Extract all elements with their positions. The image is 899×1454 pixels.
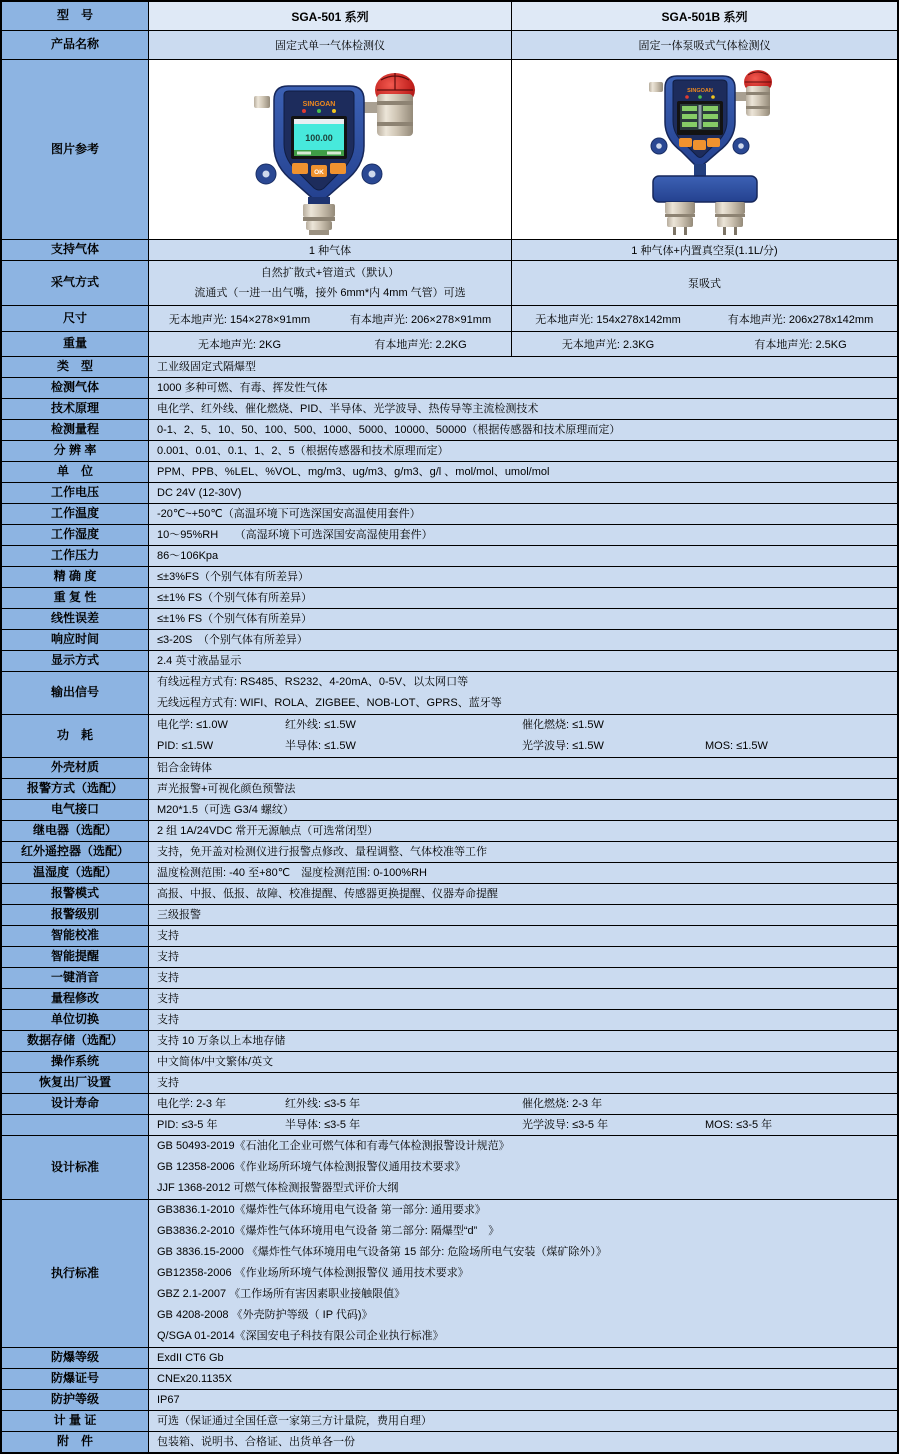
device-logo-text: SINGOAN [302, 100, 336, 108]
row-label-smart-calibration: 智能校准 [2, 926, 149, 946]
cell-sampling-method-col2: 泵吸式 [511, 261, 897, 305]
spec-row-dimensions [2, 306, 897, 332]
row-values-accuracy [149, 567, 897, 587]
row-label-response-time: 响应时间 [2, 630, 149, 650]
spec-row-output-signal [2, 672, 897, 715]
row-values-metrology-cert [149, 1411, 897, 1431]
spec-row-metrology-cert [2, 1411, 897, 1432]
spec-row-operating-system [2, 1052, 897, 1073]
pump-base [653, 176, 757, 202]
sensor-top [665, 202, 695, 214]
cell-executive-standards-line-5: GB 4208-2008 《外壳防护等级（ IP 代码)》 [157, 1309, 373, 1321]
row-label-factory-reset: 恢复出厂设置 [2, 1073, 149, 1093]
row-label-alarm-method: 报警方式（选配） [2, 779, 149, 799]
spec-row-one-key-mute [2, 968, 897, 989]
right-button [707, 138, 720, 147]
row-label-relay: 继电器（选配） [2, 821, 149, 841]
cell-dimensions-3: 有本地声光: 206x278x142mm [727, 313, 874, 326]
lcd-cell [703, 106, 718, 111]
spec-row-range-modification [2, 989, 897, 1010]
row-values-operating-system [149, 1052, 897, 1072]
spec-row-working-humidity [2, 525, 897, 546]
row-label-explosion-proof-cert: 防爆证号 [2, 1369, 149, 1389]
row-values-display [149, 651, 897, 671]
cell-dimensions-2: 无本地声光: 154x278x142mm [511, 306, 704, 331]
cell-design-life-1-item-0: 电化学: 2-3 年 [157, 1098, 227, 1110]
cell-design-life-2-item-0: PID: ≤3-5 年 [157, 1119, 218, 1131]
cell-repeatability: ≤±1% FS（个别气体有所差异） [157, 592, 313, 604]
row-values-units [149, 462, 897, 482]
spec-row-response-time [2, 630, 897, 651]
spec-row-factory-reset [2, 1073, 897, 1094]
row-values-range-modification [149, 989, 897, 1009]
lcd-softkey-label [327, 151, 341, 154]
cell-sampling-method-col1-line-1: 流通式（一进一出气嘴，接外 6mm*内 4mm 气管）可选 [194, 287, 466, 300]
cell-output-signal-line-0: 有线远程方式有: RS485、RS232、4-20mA、0-5V、以太网口等 [157, 676, 469, 688]
cell-one-key-mute: 支持 [157, 972, 179, 984]
row-values-ir-remote [149, 842, 897, 862]
spec-row-explosion-proof-cert [2, 1369, 897, 1390]
led-red [302, 109, 306, 113]
row-values-response-time [149, 630, 897, 650]
row-label-unit-switching: 单位切换 [2, 1010, 149, 1030]
row-label-housing-material: 外壳材质 [2, 758, 149, 778]
spec-row-executive-standards [2, 1200, 897, 1348]
beacon-base [377, 94, 413, 136]
row-values-technology [149, 399, 897, 419]
cell-dimensions-0: 无本地声光: 154×278×91mm [168, 313, 311, 326]
row-label-weight: 重量 [2, 332, 149, 356]
spec-row-display [2, 651, 897, 672]
led-red [685, 95, 689, 99]
row-label-alarm-levels: 报警级别 [2, 905, 149, 925]
left-device-image [232, 64, 428, 236]
row-values-one-key-mute [149, 968, 897, 988]
spec-row-smart-calibration [2, 926, 897, 947]
spec-row-housing-material [2, 758, 897, 779]
row-values-power-consumption [149, 715, 897, 757]
lcd-divider [698, 105, 701, 129]
sensor-cylinder [303, 197, 335, 235]
sensor-cylinder [665, 202, 695, 235]
spec-row-accuracy [2, 567, 897, 588]
sensor-mid [667, 217, 693, 227]
row-values-measuring-range [149, 420, 897, 440]
row-values-alarm-method [149, 779, 897, 799]
conduit-entry [254, 96, 270, 108]
sensor-mid [306, 221, 332, 230]
left-button [679, 138, 692, 147]
alarm-beacon-icon [731, 70, 772, 116]
row-label-working-voltage: 工作电压 [2, 483, 149, 503]
spec-row-type [2, 357, 897, 378]
cell-power-consumption-item-1-2: 光学波导: ≤1.5W [522, 740, 604, 752]
cell-protection-grade: IP67 [157, 1394, 180, 1406]
spec-row-resolution [2, 441, 897, 462]
spec-row-relay [2, 821, 897, 842]
cell-design-life-2-item-2: 光学波导: ≤3-5 年 [522, 1119, 609, 1131]
cell-working-humidity: 10～95%RH （高湿环境下可选深国安高湿使用套件） [157, 529, 433, 541]
cell-housing-material: 铝合金铸体 [157, 762, 212, 774]
row-label-alarm-modes: 报警模式 [2, 884, 149, 904]
spec-row-accessories [2, 1432, 897, 1452]
mounting-hole [263, 170, 270, 177]
row-label-power-consumption: 功 耗 [2, 715, 149, 757]
row-label-technology: 技术原理 [2, 399, 149, 419]
image-cell-left [149, 60, 511, 239]
row-label-metrology-cert: 计 量 证 [2, 1411, 149, 1431]
row-label-sampling-method: 采气方式 [2, 261, 149, 305]
row-label-type: 类 型 [2, 357, 149, 377]
cell-executive-standards-line-0: GB3836.1-2010《爆炸性气体环境用电气设备 第一部分: 通用要求》 [157, 1204, 486, 1216]
sensor-band [665, 214, 695, 217]
row-values-repeatability [149, 588, 897, 608]
row-label-product-name: 产品名称 [2, 31, 149, 59]
row-values-electrical-interface [149, 800, 897, 820]
cell-units: PPM、PPB、%LEL、%VOL、mg/m3、ug/m3、g/m3、g/l 、mol/mol、umol/mol [157, 466, 550, 478]
row-values-dimensions [149, 306, 897, 331]
row-values-housing-material [149, 758, 897, 778]
row-label-range-modification: 量程修改 [2, 989, 149, 1009]
spec-row-ir-remote [2, 842, 897, 863]
beacon-band [746, 106, 770, 109]
cell-linearity-error: ≤±1% FS（个别气体有所差异） [157, 613, 313, 625]
row-label-working-pressure: 工作压力 [2, 546, 149, 566]
row-label-data-storage: 数据存储（选配） [2, 1031, 149, 1051]
cell-working-voltage: DC 24V (12-30V) [157, 487, 242, 499]
cell-design-life-2 [157, 1115, 897, 1135]
cell-weight-0: 无本地声光: 2KG [197, 339, 282, 351]
cell-type: 工业级固定式隔爆型 [157, 361, 256, 373]
cell-product-name-col1: 固定式单一气体检测仪 [275, 40, 385, 52]
spec-row-image-reference [2, 60, 897, 240]
row-values-alarm-modes [149, 884, 897, 904]
spec-row-working-voltage [2, 483, 897, 504]
row-values-design-life-1 [149, 1094, 897, 1114]
cell-power-consumption-line-0 [157, 715, 897, 736]
screen-reading: 100.00 [305, 132, 333, 143]
cell-design-life-1-item-2: 催化燃烧: 2-3 年 [522, 1098, 603, 1110]
lcd-cell [703, 122, 718, 127]
row-values-smart-calibration [149, 926, 897, 946]
row-values-temp-humidity [149, 863, 897, 883]
spec-row-repeatability [2, 588, 897, 609]
spec-row-alarm-levels [2, 905, 897, 926]
cell-design-life-1 [157, 1094, 897, 1114]
cell-sampling-method-col1 [149, 261, 511, 305]
cell-ir-remote: 支持，免开盖对检测仪进行报警点修改、量程调整、气体校准等工作 [157, 846, 487, 858]
cell-explosion-proof-cert: CNEx20.1135X [157, 1373, 233, 1385]
spec-row-power-consumption [2, 715, 897, 758]
row-values-data-storage [149, 1031, 897, 1051]
row-values-linearity-error [149, 609, 897, 629]
row-values-product-name [149, 31, 897, 59]
cell-design-life-2-item-3: MOS: ≤3-5 年 [705, 1119, 773, 1131]
device-logo-text: SINGOAN [686, 87, 713, 94]
spec-row-units [2, 462, 897, 483]
row-label-linearity-error: 线性误差 [2, 609, 149, 629]
row-label-executive-standards: 执行标准 [2, 1200, 149, 1347]
cell-executive-standards-line-2: GB 3836.15-2000 《爆炸性气体环境用电气设备第 15 部分: 危险场所电气安装（煤矿除外）》 [157, 1246, 607, 1258]
row-values-detectable-gases [149, 378, 897, 398]
beacon-band [746, 92, 770, 95]
cell-power-consumption-item-1-0: PID: ≤1.5W [157, 740, 214, 752]
cell-technology: 电化学、红外线、催化燃烧、PID、半导体、光学波导、热传导等主流检测技术 [157, 403, 539, 415]
spec-row-alarm-method [2, 779, 897, 800]
sensor-cylinder [715, 202, 745, 235]
row-values-design-life-2 [149, 1115, 897, 1135]
beacon-base [746, 86, 770, 116]
spec-row-working-temperature [2, 504, 897, 525]
row-label-one-key-mute: 一键消音 [2, 968, 149, 988]
row-values-relay [149, 821, 897, 841]
detector-body [254, 86, 382, 201]
row-label-temp-humidity: 温湿度（选配） [2, 863, 149, 883]
row-label-dimensions: 尺寸 [2, 306, 149, 331]
spec-row-weight [2, 332, 897, 357]
cell-power-consumption-item-0-0: 电化学: ≤1.0W [157, 719, 228, 731]
row-label-measuring-range: 检测量程 [2, 420, 149, 440]
sensor-band [715, 214, 745, 217]
cell-smart-calibration: 支持 [157, 930, 179, 942]
cell-executive-standards-line-3: GB12358-2006 《作业场所环境气体检测报警仪 通用技术要求》 [157, 1267, 469, 1279]
cell-design-life-1-item-1: 红外线: ≤3-5 年 [285, 1098, 361, 1110]
spec-row-model [2, 2, 897, 31]
cell-range-modification: 支持 [157, 993, 179, 1005]
row-label-repeatability: 重 复 性 [2, 588, 149, 608]
spec-row-product-name [2, 31, 897, 60]
row-values-image-reference [149, 60, 897, 239]
cell-response-time: ≤3-20S （个别气体有所差异） [157, 634, 308, 646]
row-values-accessories [149, 1432, 897, 1452]
row-values-factory-reset [149, 1073, 897, 1093]
led-yellow [332, 109, 336, 113]
right-button [330, 163, 346, 174]
row-label-ir-remote: 红外遥控器（选配） [2, 842, 149, 862]
cell-dimensions-1: 有本地声光: 206×278×91mm [349, 313, 492, 326]
row-values-type [149, 357, 897, 377]
lcd-screen [291, 116, 347, 159]
row-values-working-temperature [149, 504, 897, 524]
led-green [317, 109, 321, 113]
cell-metrology-cert: 可选（保证通过全国任意一家第三方计量院，费用自理） [157, 1415, 432, 1427]
mounting-hole [656, 143, 662, 149]
cell-operating-system: 中文简体/中文繁体/英文 [157, 1056, 274, 1068]
lcd-screen [677, 101, 723, 135]
row-label-explosion-proof-grade: 防爆等级 [2, 1348, 149, 1368]
spec-row-linearity-error [2, 609, 897, 630]
cell-weight-3: 有本地声光: 2.5KG [754, 339, 847, 351]
cell-working-temperature: -20℃~+50℃（高温环境下可选深国安高温使用套件） [157, 508, 421, 520]
spec-row-technology [2, 399, 897, 420]
row-values-weight [149, 332, 897, 356]
row-label-output-signal: 输出信号 [2, 672, 149, 714]
cell-power-consumption-item-1-1: 半导体: ≤1.5W [285, 740, 356, 752]
image-cell-right [511, 60, 897, 239]
row-label-detectable-gases: 检测气体 [2, 378, 149, 398]
cell-resolution: 0.001、0.01、0.1、1、2、5（根据传感器和技术原理而定） [157, 445, 449, 457]
row-label-electrical-interface: 电气接口 [2, 800, 149, 820]
spec-row-detectable-gases [2, 378, 897, 399]
row-label-design-life-1: 设计寿命 [2, 1094, 149, 1114]
row-label-working-temperature: 工作温度 [2, 504, 149, 524]
row-values-explosion-proof-cert [149, 1369, 897, 1389]
spec-row-working-pressure [2, 546, 897, 567]
row-values-unit-switching [149, 1010, 897, 1030]
cell-weight-2: 无本地声光: 2.3KG [511, 332, 704, 356]
spec-row-explosion-proof-grade [2, 1348, 897, 1369]
cell-unit-switching: 支持 [157, 1014, 179, 1026]
cell-supported-gases-col1: 1 种气体 [308, 245, 352, 257]
mounting-hole [738, 143, 744, 149]
cell-alarm-method: 声光报警+可视化颜色预警法 [157, 783, 296, 795]
cell-supported-gases-col2: 1 种气体+内置真空泵(1.1L/分) [511, 240, 897, 260]
row-label-design-life-2 [2, 1115, 149, 1135]
row-label-accuracy: 精 确 度 [2, 567, 149, 587]
spec-row-design-life-2 [2, 1115, 897, 1136]
spec-row-design-standards [2, 1136, 897, 1200]
lcd-cell [682, 106, 697, 111]
sensor-band [303, 217, 335, 221]
cell-executive-standards-line-6: Q/SGA 01-2014《深国安电子科技有限公司企业执行标准》 [157, 1330, 444, 1342]
row-values-model [149, 2, 897, 30]
lcd-cell [682, 122, 697, 127]
mounting-hole [369, 170, 376, 177]
cell-temp-humidity: 温度检测范围: -40 至+80℃ 湿度检测范围: 0-100%RH [157, 867, 427, 879]
row-values-working-pressure [149, 546, 897, 566]
sensor-pin [734, 227, 737, 235]
row-label-resolution: 分 辨 率 [2, 441, 149, 461]
spec-row-sampling-method [2, 261, 897, 306]
row-values-protection-grade [149, 1390, 897, 1410]
cell-sampling-method-col1-line-0: 自然扩散式+管道式（默认） [260, 266, 400, 279]
left-button [292, 163, 308, 174]
row-label-protection-grade: 防护等级 [2, 1390, 149, 1410]
cell-accuracy: ≤±3%FS（个别气体有所差异） [157, 571, 310, 583]
cell-design-standards-line-0: GB 50493-2019《石油化工企业可燃气体和有毒气体检测报警设计规范》 [157, 1140, 510, 1152]
alarm-beacon-icon [358, 73, 415, 136]
sensor-tip [309, 230, 329, 235]
conduit-entry [649, 82, 663, 92]
row-label-image-reference: 图片参考 [2, 60, 149, 239]
row-values-supported-gases [149, 240, 897, 260]
sensor-pin [723, 227, 726, 235]
row-label-units: 单 位 [2, 462, 149, 482]
cell-accessories: 包装箱、说明书、合格证、出货单各一份 [157, 1436, 355, 1448]
cell-design-standards-line-1: GB 12358-2006《作业场所环境气体检测报警仪通用技术要求》 [157, 1161, 466, 1173]
spec-row-electrical-interface [2, 800, 897, 821]
spec-row-protection-grade [2, 1390, 897, 1411]
cell-explosion-proof-grade: ExdII CT6 Gb [157, 1352, 224, 1364]
cell-power-consumption-item-1-3: MOS: ≤1.5W [705, 740, 768, 752]
sensor-pin [684, 227, 687, 235]
spec-row-temp-humidity [2, 863, 897, 884]
row-values-working-humidity [149, 525, 897, 545]
cell-detectable-gases: 1000 多种可燃、有毒、挥发性气体 [157, 382, 328, 394]
row-values-working-voltage [149, 483, 897, 503]
sensor-top [303, 204, 335, 217]
detector-body [649, 76, 749, 167]
sensor-mid [717, 217, 743, 227]
row-label-supported-gases: 支持气体 [2, 240, 149, 260]
cell-model-col2: SGA-501B 系列 [511, 2, 897, 30]
led-green [698, 95, 702, 99]
spec-row-unit-switching [2, 1010, 897, 1031]
cell-factory-reset: 支持 [157, 1077, 179, 1089]
beacon-band [377, 101, 413, 105]
cell-model-col1: SGA-501 系列 [291, 9, 369, 24]
cell-product-name-col2: 固定一体泵吸式气体检测仪 [511, 31, 897, 59]
row-values-resolution [149, 441, 897, 461]
row-label-smart-reminder: 智能提醒 [2, 947, 149, 967]
cell-alarm-levels: 三级报警 [157, 909, 201, 921]
sensor-pin [673, 227, 676, 235]
lcd-cell [703, 114, 718, 119]
cell-power-consumption-item-0-2: 催化燃烧: ≤1.5W [522, 719, 604, 731]
cell-working-pressure: 86～106Kpa [157, 550, 219, 562]
cell-design-life-2-item-1: 半导体: ≤3-5 年 [285, 1119, 361, 1131]
led-yellow [711, 95, 715, 99]
spec-row-data-storage [2, 1031, 897, 1052]
sensor-neck [308, 197, 330, 204]
beacon-band [377, 122, 413, 126]
pump-base-unit [653, 164, 757, 235]
row-values-design-standards [149, 1136, 897, 1199]
row-label-working-humidity: 工作湿度 [2, 525, 149, 545]
cell-display: 2.4 英寸液晶显示 [157, 655, 242, 667]
row-label-operating-system: 操作系统 [2, 1052, 149, 1072]
row-values-sampling-method [149, 261, 897, 305]
spec-row-design-life-1 [2, 1094, 897, 1115]
row-values-explosion-proof-grade [149, 1348, 897, 1368]
spec-row-measuring-range [2, 420, 897, 441]
row-values-alarm-levels [149, 905, 897, 925]
right-device-image [607, 64, 803, 236]
row-values-output-signal [149, 672, 897, 714]
cell-electrical-interface: M20*1.5（可选 G3/4 螺纹） [157, 804, 294, 816]
spec-row-smart-reminder [2, 947, 897, 968]
lcd-cell [682, 114, 697, 119]
ok-button [693, 140, 706, 150]
cell-power-consumption-line-1 [157, 736, 897, 757]
lcd-softkey-label [297, 151, 311, 154]
cell-relay: 2 组 1A/24VDC 常开无源触点（可选常闭型） [157, 825, 379, 837]
cell-executive-standards-line-1: GB3836.2-2010《爆炸性气体环境用电气设备 第二部分: 隔爆型“d” 》 [157, 1225, 500, 1237]
cell-power-consumption-item-0-1: 红外线: ≤1.5W [285, 719, 356, 731]
lcd-status-strip [294, 119, 344, 124]
spec-row-supported-gases [2, 240, 897, 261]
sensor-top [715, 202, 745, 214]
cell-data-storage: 支持 10 万条以上本地存储 [157, 1035, 286, 1047]
row-values-smart-reminder [149, 947, 897, 967]
row-label-display: 显示方式 [2, 651, 149, 671]
row-label-accessories: 附 件 [2, 1432, 149, 1452]
cell-weight-1: 有本地声光: 2.2KG [374, 339, 467, 351]
ok-button-label: OK [314, 168, 324, 176]
cell-smart-reminder: 支持 [157, 951, 179, 963]
cell-measuring-range: 0-1、2、5、10、50、100、500、1000、5000、10000、50000（根据传感器和技术原理而定） [157, 424, 621, 436]
cell-executive-standards-line-4: GBZ 2.1-2007 《工作场所有害因素职业接触限值》 [157, 1288, 406, 1300]
row-values-executive-standards [149, 1200, 897, 1347]
cell-alarm-modes: 高报、中报、低报、故障、校准提醒、传感器更换提醒、仪器寿命提醒 [157, 888, 498, 900]
cell-design-standards-line-2: JJF 1368-2012 可燃气体检测报警器型式评价大纲 [157, 1182, 399, 1194]
spec-row-alarm-modes [2, 884, 897, 905]
row-label-model: 型 号 [2, 2, 149, 30]
cell-output-signal-line-1: 无线远程方式有: WIFI、ROLA、ZIGBEE、NOB-LOT、GPRS、蓝牙等 [157, 697, 502, 709]
row-label-design-standards: 设计标准 [2, 1136, 149, 1199]
